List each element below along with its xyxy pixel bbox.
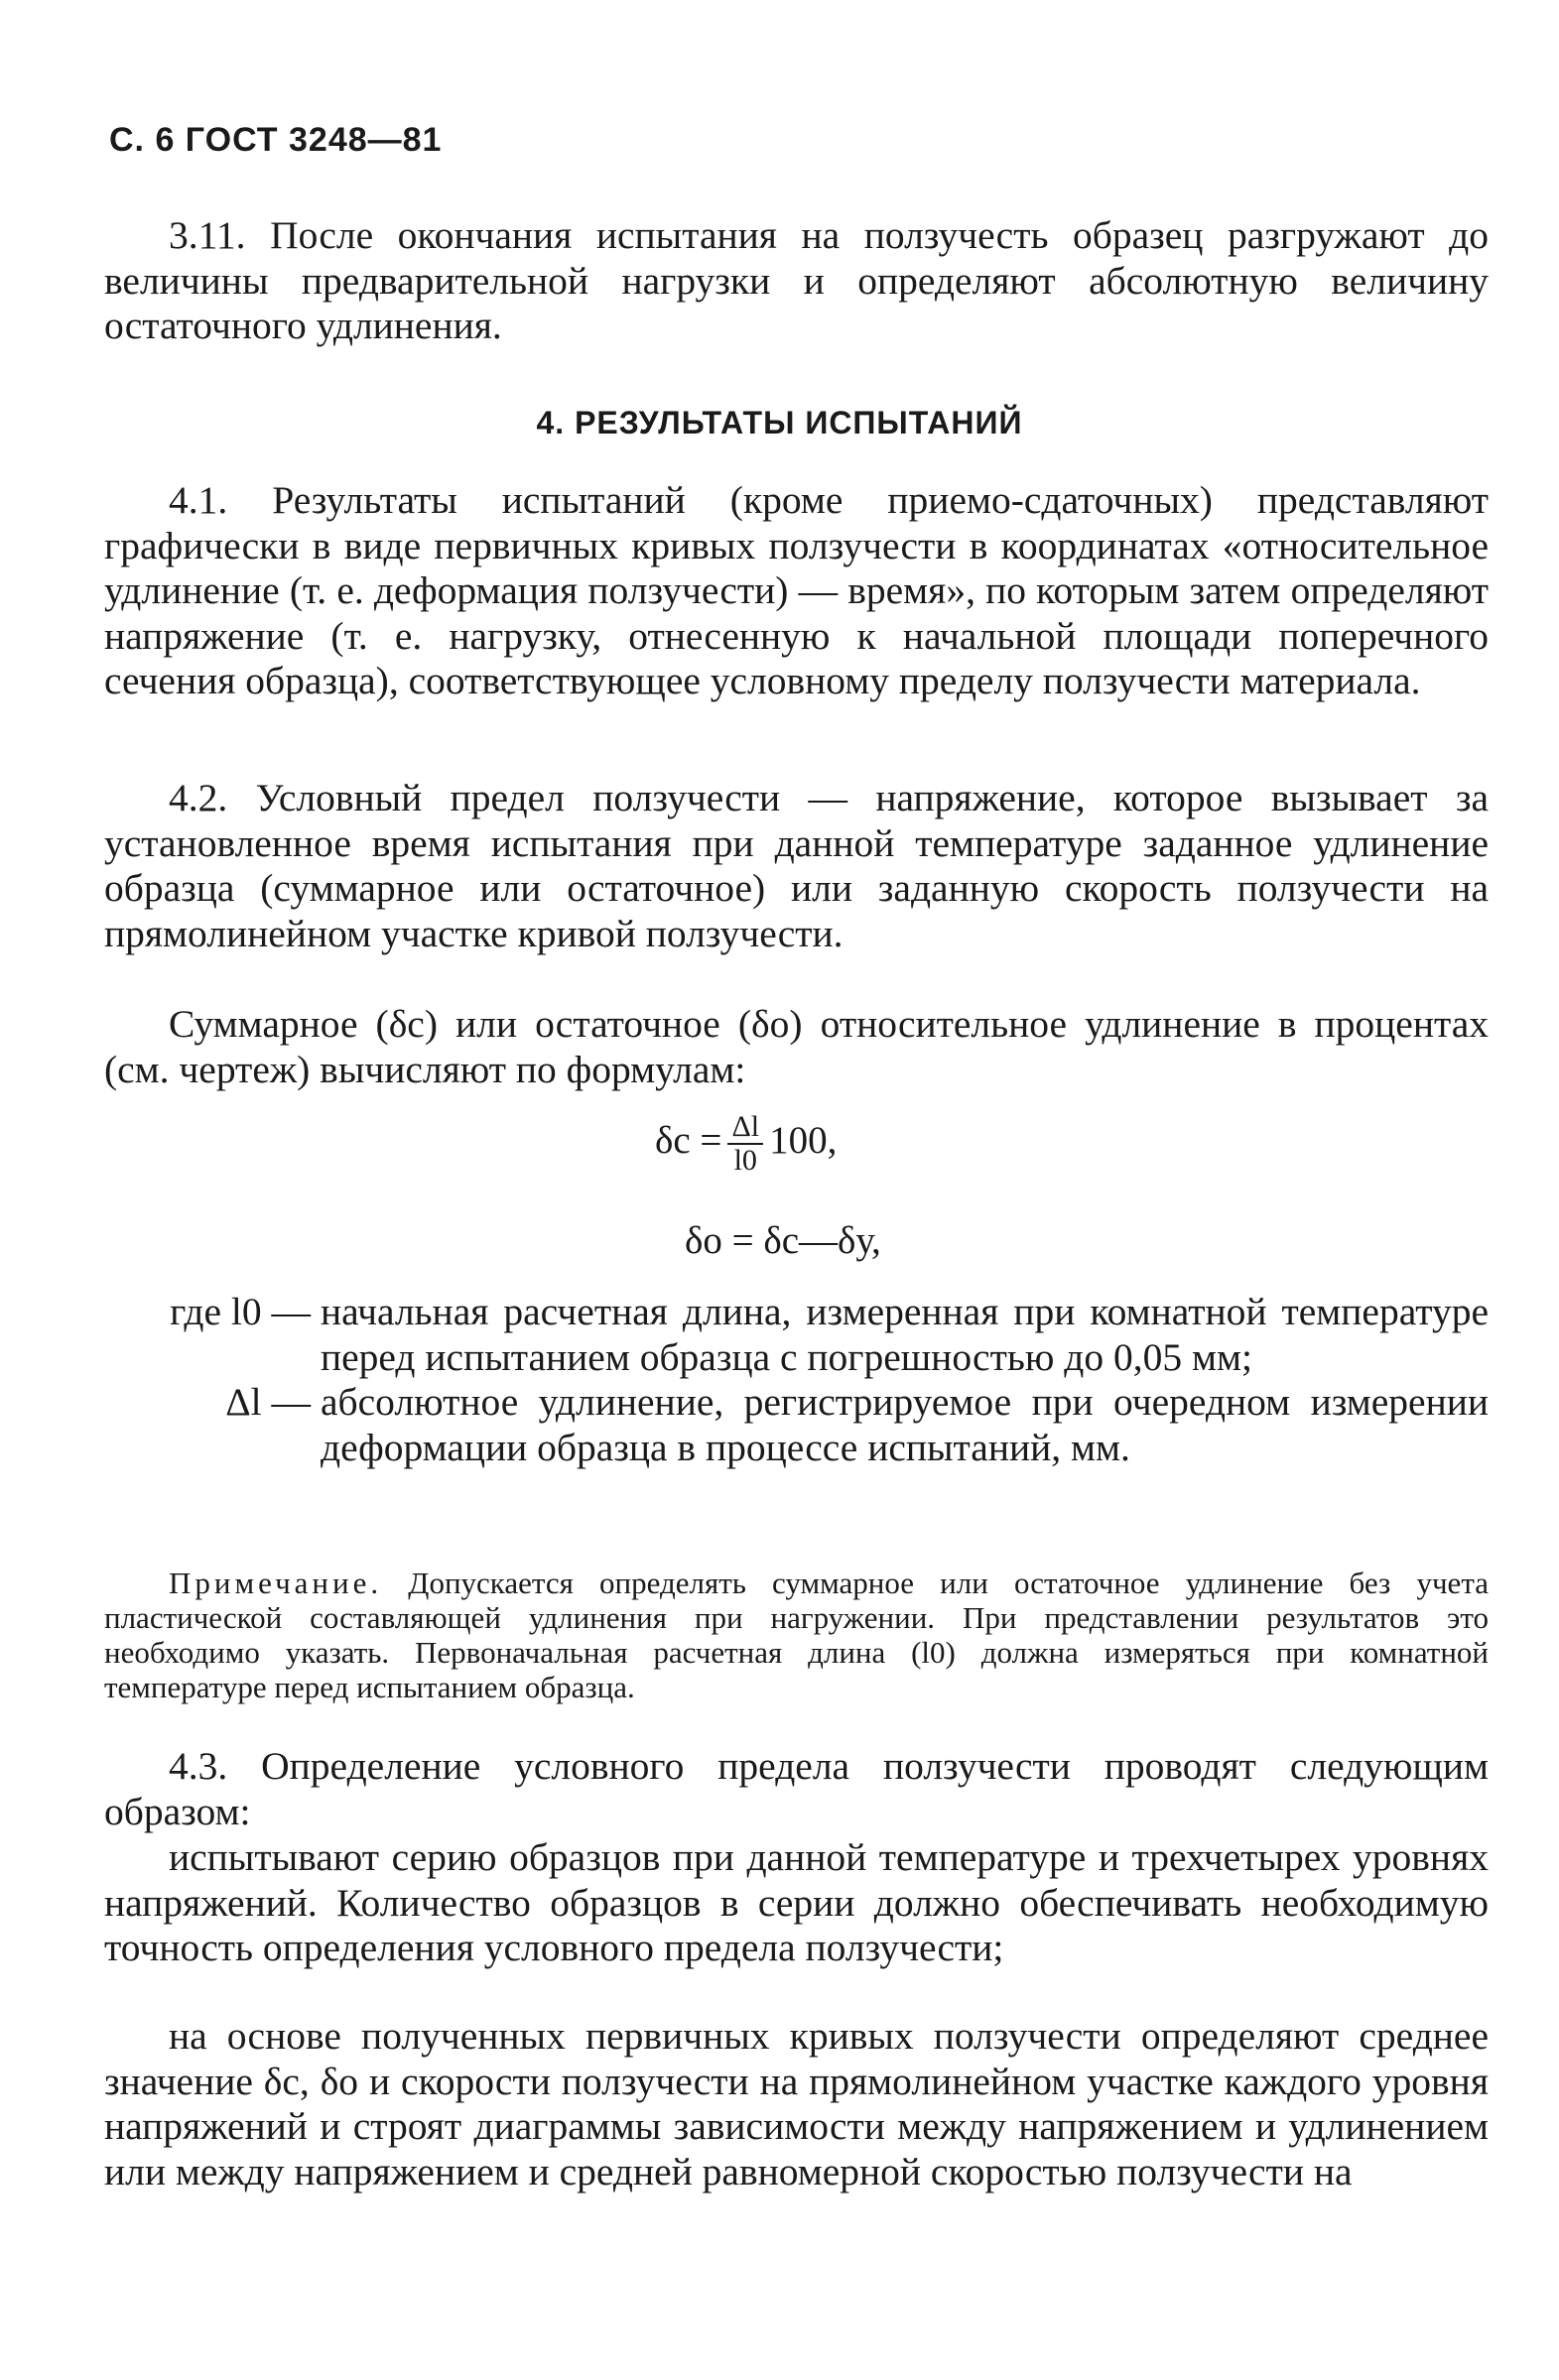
note-text: Допускается определять суммарное или остаточное удлинение без учета пластической составляющей удлинения при нагружении. При представлении результатов это необходимо указать. Первоначальная расчетная длина (l0) должна измеряться при комнатной температуре перед испытанием образца. [104,1566,1489,1704]
page-header: С. 6 ГОСТ 3248—81 [109,121,443,159]
definition-text: начальная расчетная длина, измеренная при комнатной температуре перед испытанием образца с погрешностью до 0,05 мм; [321,1290,1489,1379]
formula1-denominator: l0 [733,1144,757,1177]
definition-text: абсолютное удлинение, регистрируемое при очередном измерении деформации образца в процессе испытаний, мм. [321,1380,1489,1469]
definition-item [104,1290,1489,1380]
definitions-list [104,1290,1489,1470]
formula1-fraction [727,1111,763,1177]
definition-item [104,1380,1489,1470]
paragraph-4-3-b: на основе полученных первичных кривых ползучести определяют среднее значение δс, δо и скорости ползучести на прямолинейном участке каждого уровня напряжений и строят диаграммы зависимости между напряжением и удлинением или между напряжением и средней равномерной скоростью ползучести на [104,2014,1489,2193]
section-title: 4. РЕЗУЛЬТАТЫ ИСПЫТАНИЙ [536,405,1023,440]
paragraph-formula-intro: Суммарное (δс) или остаточное (δо) относительное удлинение в процентах (см. чертеж) вычисляют по формулам: [104,1002,1489,1091]
formula1-numerator: Δl [727,1111,763,1145]
formula-total-elongation [655,1111,837,1177]
formula1-rhs: 100, [769,1118,838,1162]
paragraph-4-3: 4.3. Определение условного предела ползучести проводят следующим образом: [104,1744,1489,1833]
paragraph-4-2: 4.2. Условный предел ползучести — напряжение, которое вызывает за установленное время испытания при данной температуре заданное удлинение образца (суммарное или остаточное) или заданную скорость ползучести на прямолинейном участке кривой ползучести. [104,776,1489,955]
paragraph-4-1: 4.1. Результаты испытаний (кроме приемо-сдаточных) представляют графически в виде первичных кривых ползучести в координатах «относительное удлинение (т. е. деформация ползучести) — время», по которым затем определяют напряжение (т. е. нагрузку, отнесенную к начальной площади поперечного сечения образца), соответствующее условному пределу ползучести материала. [104,478,1489,702]
paragraph-4-3-a: испытывают серию образцов при данной температуре и трехчетырех уровнях напряжений. Количество образцов в серии должно обеспечивать необходимую точность определения условного предела ползучести; [104,1835,1489,1969]
formula-residual-elongation: δо = δс—δу, [685,1219,881,1262]
paragraph-3-11: 3.11. После окончания испытания на ползучесть образец разгружают до величины предварительной нагрузки и определяют абсолютную величину остаточного удлинения. [104,213,1489,347]
definition-term: Δl — [225,1380,311,1424]
definition-term: где l0 — [170,1290,311,1333]
note [104,1566,1489,1704]
note-label: Примечание. [169,1566,383,1600]
formula1-lhs: δс = [655,1118,722,1162]
